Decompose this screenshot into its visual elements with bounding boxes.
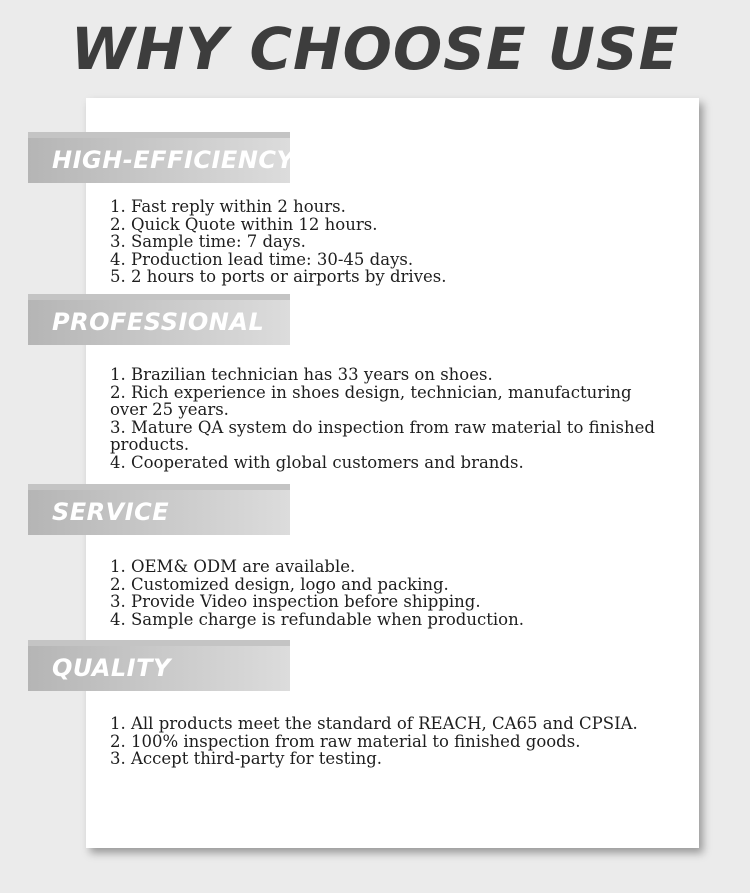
page-title: WHY CHOOSE USE [70, 15, 680, 83]
list-item: 2. Rich experience in shoes design, technician, manufacturing over 25 years. [110, 382, 632, 420]
list-item: 1. Fast reply within 2 hours. [110, 197, 346, 216]
section-heading: QUALITY [52, 654, 171, 682]
section-banner-service [28, 490, 290, 535]
list-item: 5. 2 hours to ports or airports by drives. [110, 267, 447, 287]
list-item: 4. Cooperated with global customers and brands. [110, 452, 524, 472]
list-item: 3. Accept third-party for testing. [110, 749, 383, 769]
section-heading: SERVICE [52, 498, 170, 526]
section-list-service [110, 558, 670, 628]
section-banner-professional [28, 300, 290, 345]
list-item: 3. Provide Video inspection before shipping. [110, 592, 481, 612]
list-item: 1. All products meet the standard of REACH, CA65 and CPSIA. [110, 714, 638, 733]
list-item: 3. Mature QA system do inspection from raw material to finished products. [110, 417, 655, 455]
section-banner-high-efficiency [28, 138, 295, 183]
list-item: 2. Customized design, logo and packing. [110, 574, 449, 594]
section-banner-quality [28, 646, 290, 691]
section-list-professional [110, 366, 670, 472]
list-item: 3. Sample time: 7 days. [110, 232, 306, 252]
section-list-quality [110, 715, 670, 768]
list-item: 1. Brazilian technician has 33 years on shoes. [110, 365, 493, 384]
list-item: 2. Quick Quote within 12 hours. [110, 214, 378, 234]
list-item: 4. Sample charge is refundable when production. [110, 609, 524, 629]
section-heading: HIGH-EFFICIENCY [52, 146, 295, 174]
list-item: 4. Production lead time: 30-45 days. [110, 249, 414, 269]
section-list-high-efficiency [110, 198, 670, 286]
list-item: 1. OEM& ODM are available. [110, 557, 356, 576]
list-item: 2. 100% inspection from raw material to finished goods. [110, 731, 581, 751]
section-heading: PROFESSIONAL [52, 308, 265, 336]
